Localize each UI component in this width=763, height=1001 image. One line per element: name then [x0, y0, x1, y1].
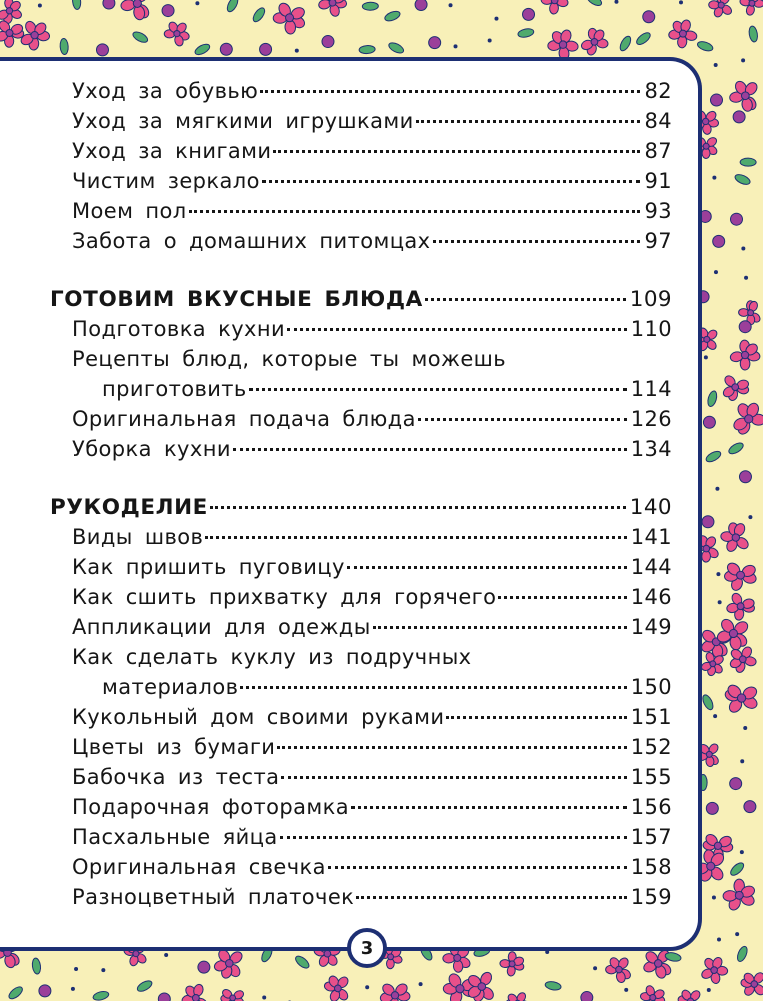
toc-entry[interactable]: Кукольный дом своими руками 151 [72, 705, 672, 729]
dot-icon [735, 932, 739, 936]
dot-icon [743, 726, 747, 730]
flower-icon [721, 374, 749, 402]
berry-icon [713, 235, 725, 247]
leader-dots [189, 210, 641, 213]
leader-dots [418, 418, 627, 421]
flower-icon [700, 956, 728, 984]
leader-dots [351, 806, 627, 809]
toc-section-heading[interactable]: ГОТОВИМ ВКУСНЫЕ БЛЮДА 109 [50, 287, 672, 312]
toc-section-heading[interactable]: РУКОДЕЛИЕ 140 [50, 495, 672, 520]
leaf-icon [701, 693, 715, 711]
berry-icon [739, 321, 751, 333]
toc-entry[interactable]: Уход за обувью 82 [72, 79, 672, 103]
flower-icon [724, 683, 759, 715]
flower-icon [729, 645, 757, 673]
toc-entry[interactable]: Уход за книгами 87 [72, 139, 672, 163]
dot-icon [713, 714, 717, 718]
leaf-icon [734, 173, 752, 187]
leader-dots [240, 686, 626, 689]
dot-icon [715, 487, 719, 491]
dot-icon [741, 58, 745, 62]
leader-dots [433, 240, 641, 243]
berry-icon [733, 111, 745, 123]
berry-icon [706, 802, 718, 814]
leader-dots [373, 626, 627, 629]
toc-entry[interactable]: Чистим зеркало 91 [72, 169, 672, 193]
toc-entry[interactable]: Подарочная фоторамка 156 [72, 795, 672, 819]
leader-dots [328, 866, 627, 869]
flower-icon [723, 879, 756, 912]
dot-icon [718, 600, 722, 604]
flower-icon [724, 561, 757, 592]
toc-entry[interactable]: Уборка кухни 134 [72, 437, 672, 461]
berry-icon [702, 516, 714, 528]
leader-dots [277, 746, 626, 749]
dot-icon [748, 515, 752, 519]
dot-icon [741, 247, 745, 251]
toc-entry[interactable]: Моем пол 93 [72, 199, 672, 223]
flower-icon [729, 79, 759, 112]
flower-icon [740, 971, 763, 997]
berry-icon [739, 471, 751, 483]
leaf-icon [729, 861, 746, 878]
leader-dots [498, 596, 626, 599]
leaf-icon [727, 441, 745, 456]
leaf-icon [736, 945, 750, 963]
flower-icon [739, 0, 763, 16]
toc-entry[interactable]: Оригинальная свечка 158 [72, 855, 672, 879]
leaf-icon [704, 449, 722, 464]
dot-icon [714, 270, 718, 274]
toc-entry[interactable]: Аппликации для одежды 149 [72, 615, 672, 639]
leader-dots [205, 536, 626, 539]
leaf-icon [748, 25, 759, 42]
berry-icon [744, 801, 756, 813]
toc-entry[interactable]: материалов 150 [102, 675, 672, 699]
leader-dots [416, 120, 641, 123]
leader-dots [249, 388, 627, 391]
toc-entry[interactable]: Забота о домашних питомцах 97 [72, 229, 672, 253]
flower-icon [732, 401, 763, 436]
flower-icon [726, 592, 755, 621]
flower-icon [720, 522, 750, 553]
toc-entry[interactable]: Как сшить прихватку для горячего 146 [72, 585, 672, 609]
dot-icon [704, 355, 708, 359]
toc-entry[interactable]: Уход за мягкими игрушками 84 [72, 109, 672, 133]
dot-icon [744, 276, 748, 280]
toc-entry-line[interactable]: Как сделать куклу из подручных [72, 645, 472, 669]
berry-icon [730, 213, 742, 225]
toc-entry[interactable]: Цветы из бумаги 152 [72, 735, 672, 759]
dot-icon [740, 850, 744, 854]
flower-icon [709, 0, 734, 18]
toc-entry[interactable]: Разноцветный платочек 159 [72, 885, 672, 909]
berry-icon [730, 778, 742, 790]
leader-dots [260, 90, 640, 93]
toc-entry-line[interactable]: Рецепты блюд, которые ты можешь [72, 347, 507, 371]
leaf-icon [740, 158, 756, 166]
berry-icon [703, 416, 715, 428]
berry-icon [711, 94, 723, 106]
toc-entry[interactable]: Пасхальные яйца 157 [72, 825, 672, 849]
dot-icon [712, 176, 716, 180]
toc-entry[interactable]: приготовить 114 [102, 377, 672, 401]
dot-icon [707, 988, 711, 992]
leader-dots [273, 150, 640, 153]
leader-dots [210, 506, 626, 509]
dot-icon [717, 938, 721, 942]
leaf-icon [706, 390, 718, 408]
toc-entry[interactable]: Как пришить пуговицу 144 [72, 555, 672, 579]
leader-dots [280, 836, 627, 839]
dot-icon [716, 572, 720, 576]
leader-dots [262, 180, 641, 183]
page-number: 3 [347, 928, 387, 968]
leader-dots [287, 328, 627, 331]
leader-dots [233, 448, 627, 451]
toc-entry[interactable]: Подготовка кухни 110 [72, 317, 672, 341]
dot-icon [712, 896, 716, 900]
dot-icon [740, 759, 744, 763]
leader-dots [425, 298, 626, 301]
leader-dots [446, 716, 626, 719]
dot-icon [714, 63, 718, 67]
flower-icon [729, 340, 760, 370]
leader-dots [281, 776, 626, 779]
toc-entry[interactable]: Виды швов 141 [72, 525, 672, 549]
leader-dots [356, 896, 626, 899]
toc-entry[interactable]: Бабочка из теста 155 [72, 765, 672, 789]
leader-dots [347, 566, 627, 569]
toc-entry[interactable]: Оригинальная подача блюда 126 [72, 407, 672, 431]
